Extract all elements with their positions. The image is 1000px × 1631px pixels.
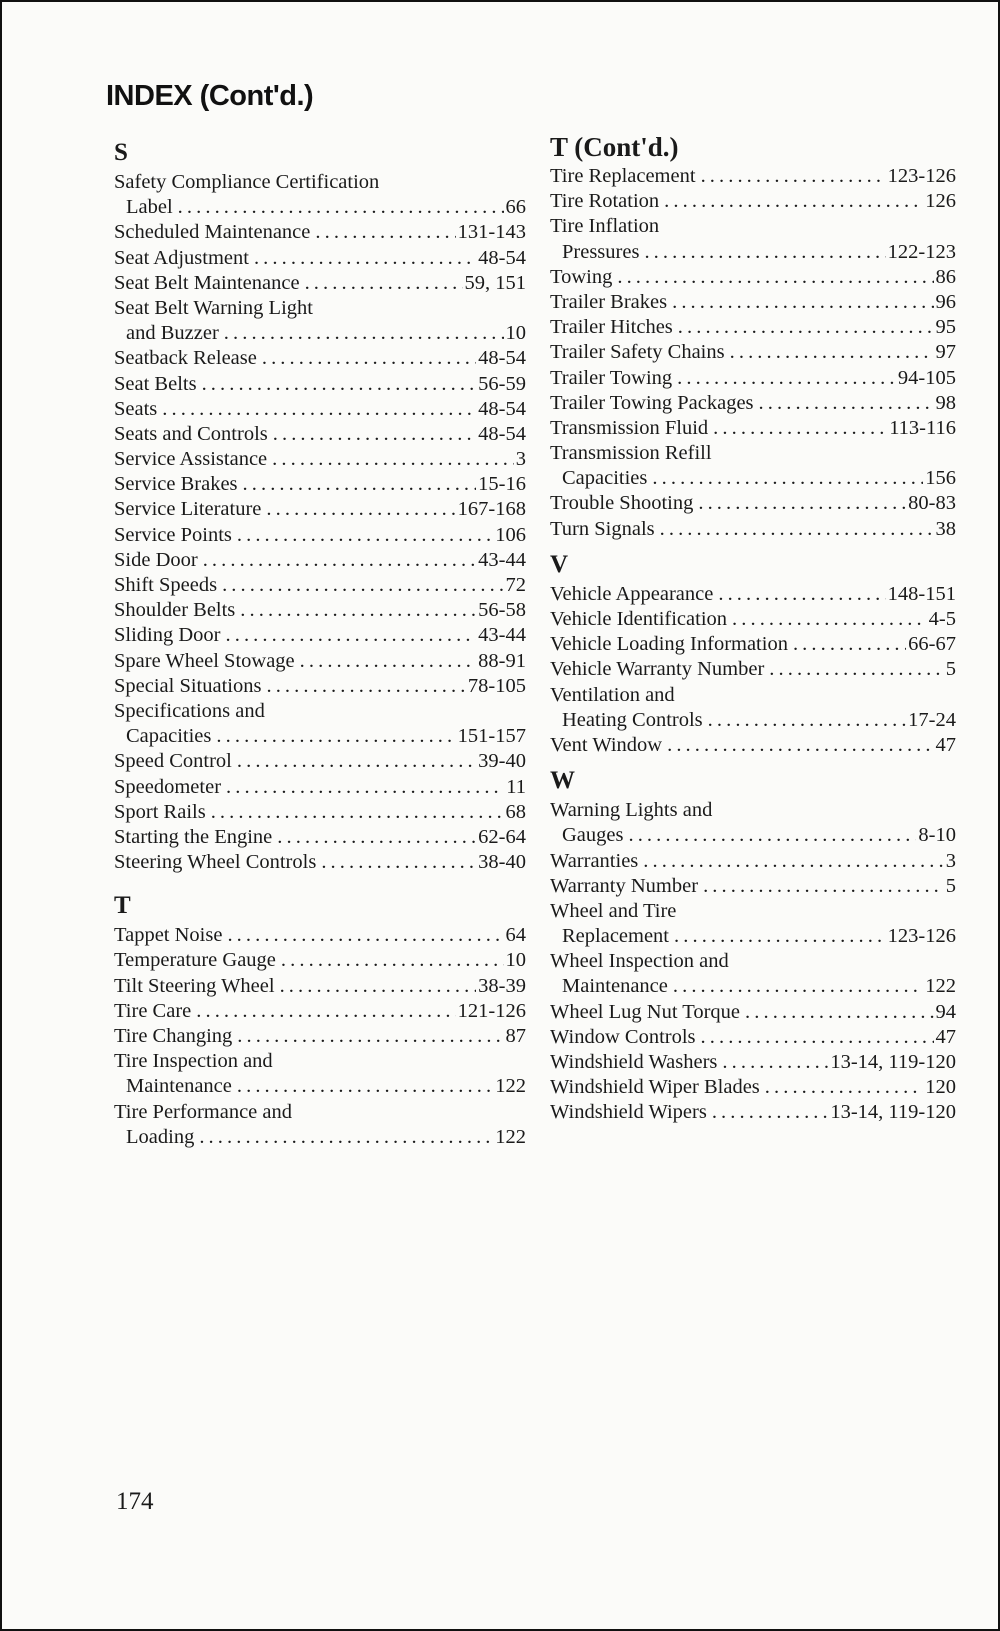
entry-text: Service Points [114, 523, 232, 546]
entry-text: Starting the Engine [114, 825, 273, 848]
section-t-contd-entries [550, 164, 956, 542]
dot-leader [300, 649, 477, 674]
entry-page-ref: 122 [925, 975, 956, 998]
entry-text: Loading [126, 1125, 195, 1148]
section-v-entries [550, 582, 956, 758]
entry-page-ref: 4-5 [928, 608, 956, 630]
entry-text: Speedometer [114, 775, 222, 798]
dot-leader [162, 397, 476, 422]
entry-text: Pressures [562, 240, 640, 263]
entry-text: Windshield Washers [550, 1051, 718, 1073]
entry-text: Seat Belts [114, 372, 197, 395]
dot-leader [226, 775, 504, 800]
entry-page-ref: 8-10 [918, 824, 956, 847]
entry-page-ref: 122 [495, 1125, 526, 1148]
entry-text: Maintenance [562, 975, 668, 998]
dot-leader [672, 290, 933, 315]
index-entry [114, 598, 526, 623]
index-entry [550, 1025, 956, 1050]
index-entry [550, 582, 956, 607]
dot-leader [315, 220, 455, 245]
entry-text: Safety Compliance Certification [114, 171, 380, 193]
entry-page-ref: 59, 151 [464, 271, 526, 294]
dot-leader [277, 825, 476, 850]
entry-text: Tire Changing [114, 1025, 233, 1047]
index-entry [114, 1024, 526, 1049]
index-entry [550, 708, 956, 733]
entry-text: Trailer Towing Packages [550, 391, 754, 414]
section-heading-t-contd: T (Cont'd.) [550, 132, 679, 162]
dot-leader [237, 523, 493, 548]
dot-leader [211, 800, 504, 825]
index-entry [550, 1075, 956, 1100]
entry-text: Trailer Towing [550, 366, 673, 389]
index-entry [114, 724, 526, 749]
entry-text: Specifications and [114, 699, 265, 722]
index-entry [550, 466, 956, 491]
entry-text: Trouble Shooting [550, 492, 694, 515]
index-entry [550, 416, 956, 441]
dot-leader [730, 340, 934, 365]
entry-page-ref: 126 [925, 190, 956, 213]
entry-page-ref: 43-44 [478, 548, 526, 571]
dot-leader [262, 346, 476, 371]
entry-text: Vehicle Identification [550, 608, 728, 630]
entry-text: Wheel Inspection and [550, 950, 729, 973]
dot-leader [199, 1125, 493, 1150]
section-s-entries [114, 170, 526, 875]
index-entry [550, 798, 956, 823]
dot-leader [196, 999, 455, 1024]
entry-text: Capacities [562, 467, 648, 490]
entry-page-ref: 68 [505, 800, 526, 823]
index-entry [114, 346, 526, 371]
dot-leader [708, 708, 907, 733]
entry-page-ref: 122-123 [887, 240, 956, 263]
entry-text: Seats and Controls [114, 422, 268, 445]
entry-text: Seats [114, 397, 158, 420]
dot-leader [280, 974, 477, 999]
dot-leader [237, 1024, 503, 1049]
index-entry [550, 899, 956, 924]
dot-leader [732, 607, 927, 632]
entry-page-ref: 95 [935, 316, 956, 339]
entry-page-ref: 94 [935, 1000, 956, 1023]
index-entry [550, 340, 956, 365]
entry-page-ref: 15-16 [478, 473, 526, 496]
entry-page-ref: 94-105 [897, 366, 956, 389]
entry-text: Warranty Number [550, 874, 699, 897]
index-entry [550, 240, 956, 265]
dot-leader [718, 582, 885, 607]
index-entry [550, 733, 956, 758]
entry-text: Tire Replacement [550, 165, 696, 187]
entry-page-ref: 62-64 [478, 825, 526, 848]
entry-text: Wheel and Tire [550, 899, 677, 922]
dot-leader [321, 850, 476, 875]
entry-page-ref: 47 [935, 1025, 956, 1048]
entry-text: Window Controls [550, 1025, 696, 1048]
index-entry [114, 573, 526, 598]
entry-page-ref: 5 [945, 658, 956, 681]
entry-text: Sliding Door [114, 624, 221, 647]
entry-text: Sport Rails [114, 800, 206, 823]
entry-page-ref: 156 [925, 467, 956, 490]
section-heading-s: S [114, 139, 128, 166]
index-entry [114, 1049, 526, 1074]
dot-leader [305, 271, 463, 296]
entry-text: Scheduled Maintenance [114, 221, 311, 244]
dot-leader [703, 874, 944, 899]
entry-text: and Buzzer [126, 322, 219, 345]
index-entry [550, 491, 956, 516]
index-entry [114, 623, 526, 648]
entry-page-ref: 113-116 [889, 416, 956, 439]
dot-leader [237, 749, 476, 774]
entry-page-ref: 38-39 [478, 974, 526, 997]
entry-page-ref: 10 [505, 322, 526, 345]
entry-text: Trailer Brakes [550, 290, 668, 313]
index-entry [114, 850, 526, 875]
index-entry [114, 170, 526, 195]
dot-leader [722, 1050, 828, 1075]
entry-page-ref: 39-40 [478, 750, 526, 773]
entry-page-ref: 151-157 [457, 725, 526, 748]
entry-page-ref: 48-54 [478, 397, 526, 420]
index-entry [114, 775, 526, 800]
index-entry [550, 189, 956, 214]
entry-text: Gauges [562, 824, 624, 847]
entry-text: Vehicle Warranty Number [550, 658, 765, 681]
entry-page-ref: 3 [945, 849, 956, 872]
dot-leader [222, 573, 503, 598]
index-entry [114, 195, 526, 220]
dot-leader [759, 391, 934, 416]
entry-text: Towing [550, 265, 613, 288]
entry-text: Temperature Gauge [114, 949, 276, 972]
page-title: INDEX (Cont'd.) [106, 80, 314, 112]
entry-text: Spare Wheel Stowage [114, 649, 295, 672]
dot-leader [272, 447, 514, 472]
dot-leader [644, 240, 885, 265]
entry-text: Side Door [114, 548, 198, 571]
section-w-entries [550, 798, 956, 1125]
index-entry [114, 472, 526, 497]
index-entry [550, 607, 956, 632]
dot-leader [281, 948, 504, 973]
entry-page-ref: 48-54 [478, 347, 526, 370]
index-entry [114, 422, 526, 447]
entry-page-ref: 56-58 [478, 599, 526, 622]
index-entry [114, 220, 526, 245]
entry-text: Tilt Steering Wheel [114, 974, 275, 997]
entry-page-ref: 38-40 [478, 851, 526, 874]
dot-leader [701, 164, 886, 189]
dot-leader [643, 849, 943, 874]
dot-leader [273, 422, 476, 447]
index-entry [114, 548, 526, 573]
index-entry [114, 246, 526, 271]
dot-leader [745, 1000, 933, 1025]
entry-text: Transmission Fluid [550, 416, 709, 439]
index-entry [550, 1050, 956, 1075]
index-entry [550, 391, 956, 416]
index-entry [550, 683, 956, 708]
index-entry [114, 999, 526, 1024]
index-entry [550, 849, 956, 874]
index-entry [114, 397, 526, 422]
entry-page-ref: 43-44 [478, 624, 526, 647]
index-entry [550, 874, 956, 899]
entry-page-ref: 11 [506, 775, 526, 798]
entry-page-ref: 72 [505, 574, 526, 596]
dot-leader [677, 366, 896, 391]
entry-text: Tire Inflation [550, 215, 660, 238]
entry-page-ref: 122 [495, 1075, 526, 1098]
entry-text: Maintenance [126, 1075, 232, 1098]
index-entry [114, 497, 526, 522]
entry-text: Windshield Wipers [550, 1101, 707, 1124]
dot-leader [254, 246, 476, 271]
dot-leader [660, 517, 934, 542]
dot-leader [698, 491, 906, 516]
dot-leader [713, 416, 887, 441]
entry-text: Service Brakes [114, 473, 238, 496]
dot-leader [765, 1075, 923, 1100]
page-number: 174 [116, 1488, 154, 1515]
entry-page-ref: 167-168 [457, 498, 526, 521]
entry-text: Tire Rotation [550, 190, 660, 213]
entry-text: Service Assistance [114, 448, 268, 471]
entry-page-ref: 13-14, 119-120 [830, 1051, 956, 1073]
entry-page-ref: 64 [505, 924, 526, 947]
index-entry [114, 296, 526, 321]
entry-text: Wheel Lug Nut Torque [550, 1000, 741, 1023]
entry-text: Seat Belt Maintenance [114, 271, 300, 294]
right-column [550, 130, 956, 1126]
index-entry [114, 825, 526, 850]
index-entry [114, 800, 526, 825]
index-entry [114, 1100, 526, 1125]
entry-page-ref: 48-54 [478, 422, 526, 445]
dot-leader [226, 623, 477, 648]
index-entry [114, 271, 526, 296]
index-entry [114, 447, 526, 472]
index-entry [550, 164, 956, 189]
dot-leader [617, 265, 933, 290]
entry-text: Ventilation and [550, 683, 675, 706]
entry-text: Shift Speeds [114, 574, 218, 596]
dot-leader [673, 974, 923, 999]
index-entry [114, 674, 526, 699]
entry-page-ref: 17-24 [908, 708, 956, 731]
dot-leader [266, 497, 455, 522]
entry-text: Seatback Release [114, 347, 257, 370]
entry-text: Speed Control [114, 750, 232, 773]
index-entry [550, 441, 956, 466]
dot-leader [224, 321, 504, 346]
index-entry [550, 1000, 956, 1025]
entry-text: Warranties [550, 849, 639, 872]
index-entry [550, 974, 956, 999]
index-entry [550, 657, 956, 682]
entry-text: Windshield Wiper Blades [550, 1076, 760, 1099]
entry-page-ref: 56-59 [478, 372, 526, 395]
entry-text: Seat Adjustment [114, 246, 249, 269]
entry-page-ref: 3 [515, 448, 526, 471]
dot-leader [237, 1074, 493, 1099]
entry-page-ref: 123-126 [887, 165, 956, 187]
entry-page-ref: 87 [505, 1025, 526, 1047]
index-entry [114, 948, 526, 973]
index-entry [550, 1100, 956, 1125]
entry-text: Vehicle Loading Information [550, 633, 788, 656]
index-entry [114, 523, 526, 548]
entry-text: Tire Performance and [114, 1100, 292, 1123]
entry-text: Special Situations [114, 674, 262, 697]
dot-leader [203, 548, 476, 573]
entry-page-ref: 97 [935, 341, 956, 364]
index-entry [550, 290, 956, 315]
index-entry [550, 517, 956, 542]
index-entry [114, 974, 526, 999]
entry-text: Seat Belt Warning Light [114, 296, 313, 319]
entry-text: Tappet Noise [114, 924, 223, 947]
entry-page-ref: 5 [945, 874, 956, 897]
index-entry [550, 924, 956, 949]
entry-text: Capacities [126, 725, 212, 748]
entry-page-ref: 88-91 [478, 649, 526, 672]
dot-leader [240, 598, 476, 623]
entry-page-ref: 80-83 [908, 492, 956, 515]
entry-text: Tire Care [114, 999, 192, 1022]
index-entry [550, 265, 956, 290]
entry-page-ref: 78-105 [467, 674, 526, 697]
index-entry [550, 366, 956, 391]
dot-leader [652, 466, 923, 491]
dot-leader [664, 189, 923, 214]
dot-leader [178, 195, 504, 220]
left-column [114, 136, 526, 1150]
section-heading-v: V [550, 550, 569, 578]
entry-text: Trailer Hitches [550, 316, 673, 339]
entry-page-ref: 38 [935, 517, 956, 540]
entry-text: Replacement [562, 925, 670, 948]
entry-page-ref: 98 [935, 391, 956, 414]
entry-page-ref: 13-14, 119-120 [830, 1101, 956, 1124]
entry-page-ref: 86 [935, 265, 956, 288]
index-entry [114, 699, 526, 724]
entry-text: Vent Window [550, 733, 663, 756]
entry-page-ref: 148-151 [887, 582, 956, 605]
entry-text: Transmission Refill [550, 442, 712, 465]
entry-page-ref: 96 [935, 290, 956, 313]
entry-page-ref: 120 [925, 1076, 956, 1099]
dot-leader [266, 674, 465, 699]
index-entry [114, 1074, 526, 1099]
entry-text: Warning Lights and [550, 799, 713, 822]
index-entry [550, 949, 956, 974]
index-entry [114, 321, 526, 346]
entry-page-ref: 48-54 [478, 246, 526, 269]
entry-text: Turn Signals [550, 517, 655, 540]
entry-text: Label [126, 196, 173, 219]
entry-page-ref: 121-126 [457, 999, 526, 1022]
section-heading-t: T [114, 892, 131, 920]
dot-leader [243, 472, 477, 497]
entry-page-ref: 123-126 [887, 925, 956, 948]
dot-leader [678, 315, 934, 340]
entry-page-ref: 131-143 [457, 221, 526, 244]
section-t-entries [114, 923, 526, 1150]
dot-leader [674, 924, 886, 949]
index-entry [114, 749, 526, 774]
entry-text: Trailer Safety Chains [550, 341, 725, 364]
entry-page-ref: 106 [495, 523, 526, 546]
entry-text: Service Literature [114, 498, 262, 521]
index-entry [550, 315, 956, 340]
entry-text: Heating Controls [562, 708, 703, 731]
dot-leader [701, 1025, 934, 1050]
entry-text: Steering Wheel Controls [114, 851, 317, 874]
dot-leader [628, 823, 916, 848]
dot-leader [216, 724, 455, 749]
entry-page-ref: 47 [935, 733, 956, 756]
dot-leader [667, 733, 933, 758]
index-entry [114, 649, 526, 674]
dot-leader [202, 372, 477, 397]
entry-text: Shoulder Belts [114, 599, 236, 622]
entry-text: Vehicle Appearance [550, 582, 714, 605]
dot-leader [227, 923, 503, 948]
entry-page-ref: 66 [505, 196, 526, 219]
index-entry [114, 923, 526, 948]
index-entry [550, 214, 956, 239]
dot-leader [712, 1100, 829, 1125]
dot-leader [769, 657, 943, 682]
index-entry [550, 632, 956, 657]
dot-leader [793, 632, 906, 657]
section-heading-w: W [550, 767, 575, 795]
entry-page-ref: 66-67 [908, 633, 956, 656]
index-entry [114, 372, 526, 397]
entry-page-ref: 10 [505, 949, 526, 972]
entry-text: Tire Inspection and [114, 1050, 273, 1073]
index-entry [550, 823, 956, 848]
index-entry [114, 1125, 526, 1150]
